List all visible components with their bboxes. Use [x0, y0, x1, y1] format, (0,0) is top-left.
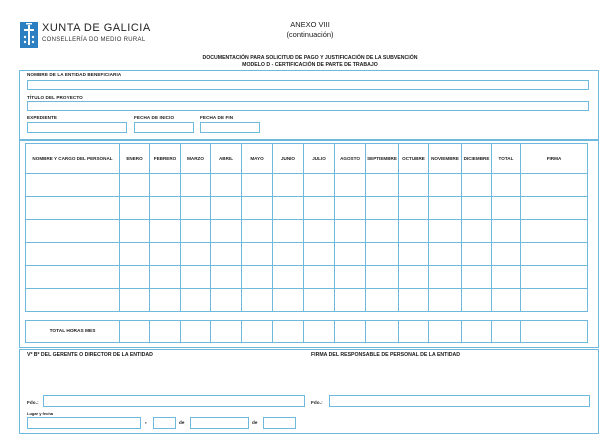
signed-label-left: Fdo.:: [27, 400, 39, 405]
project-title-field[interactable]: [27, 101, 589, 111]
table-cell[interactable]: [181, 174, 211, 197]
org-name: XUNTA DE GALICIA: [42, 22, 151, 34]
col-header-sep: SEPTIEMBRE: [366, 144, 399, 174]
table-cell[interactable]: [211, 197, 242, 220]
col-header-oct: OCTUBRE: [399, 144, 429, 174]
table-cell[interactable]: [26, 266, 120, 289]
table-cell[interactable]: [120, 197, 150, 220]
table-cell[interactable]: [26, 289, 120, 312]
table-cell[interactable]: [273, 220, 304, 243]
table-cell[interactable]: [335, 220, 366, 243]
table-cell[interactable]: [26, 220, 120, 243]
col-header-jul: JULIO: [304, 144, 335, 174]
table-cell[interactable]: [492, 220, 521, 243]
table-cell[interactable]: [399, 266, 429, 289]
document-subtitle: MODELO D - CERTIFICACIÓN DE PARTE DE TRABAJO: [242, 62, 378, 68]
total-cell[interactable]: [242, 321, 273, 343]
org-department: CONSELLERÍA DO MEDIO RURAL: [42, 37, 146, 43]
entity-name-field[interactable]: [27, 80, 589, 90]
table-cell[interactable]: [492, 289, 521, 312]
total-cell[interactable]: [462, 321, 492, 343]
table-row: [26, 197, 588, 220]
table-cell[interactable]: [273, 197, 304, 220]
col-header-jun: JUNIO: [273, 144, 304, 174]
table-cell[interactable]: [521, 197, 588, 220]
table-cell[interactable]: [429, 266, 462, 289]
table-spacer: [26, 312, 588, 321]
table-cell[interactable]: [429, 289, 462, 312]
table-cell[interactable]: [242, 174, 273, 197]
manager-signature-field[interactable]: [43, 395, 305, 407]
signed-label-right: Fdo.:: [311, 400, 323, 405]
table-cell[interactable]: [429, 220, 462, 243]
col-header-jan: ENERO: [120, 144, 150, 174]
table-cell[interactable]: [26, 197, 120, 220]
table-cell[interactable]: [211, 266, 242, 289]
place-date-comma: ,: [145, 419, 147, 425]
table-cell[interactable]: [462, 174, 492, 197]
table-header-row: [26, 144, 588, 174]
table-cell[interactable]: [462, 243, 492, 266]
staff-signature-label: FIRMA DEL RESPONSABLE DE PERSONAL DE LA ENTIDAD: [311, 352, 461, 358]
table-cell[interactable]: [150, 174, 181, 197]
annex-subtitle: (continuación): [286, 30, 334, 39]
manager-approval-label: Vº Bº DEL GERENTE O DIRECTOR DE LA ENTIDAD: [27, 352, 153, 358]
table-row: [26, 243, 588, 266]
table-cell[interactable]: [26, 174, 120, 197]
table-cell[interactable]: [273, 266, 304, 289]
table-cell[interactable]: [211, 220, 242, 243]
col-header-mar: MARZO: [181, 144, 211, 174]
table-cell[interactable]: [335, 174, 366, 197]
total-cell[interactable]: [399, 321, 429, 343]
table-cell[interactable]: [181, 289, 211, 312]
total-hours-label: TOTAL HORAS MES: [26, 321, 120, 343]
col-header-total: TOTAL: [492, 144, 521, 174]
table-cell[interactable]: [429, 174, 462, 197]
table-cell[interactable]: [211, 243, 242, 266]
total-cell[interactable]: [521, 321, 588, 343]
table-cell[interactable]: [521, 243, 588, 266]
table-cell[interactable]: [273, 243, 304, 266]
total-cell[interactable]: [211, 321, 242, 343]
table-cell[interactable]: [366, 197, 399, 220]
table-cell[interactable]: [273, 174, 304, 197]
col-header-feb: FEBRERO: [150, 144, 181, 174]
date-de-label-1: de: [179, 420, 185, 425]
table-cell[interactable]: [211, 174, 242, 197]
table-cell[interactable]: [242, 197, 273, 220]
total-cell[interactable]: [120, 321, 150, 343]
start-date-field[interactable]: [134, 122, 194, 133]
xunta-shield-icon: [20, 22, 38, 48]
total-cell[interactable]: [181, 321, 211, 343]
col-header-aug: AGOSTO: [335, 144, 366, 174]
table-cell[interactable]: [242, 266, 273, 289]
table-cell[interactable]: [304, 220, 335, 243]
table-cell[interactable]: [181, 266, 211, 289]
table-cell[interactable]: [304, 174, 335, 197]
table-cell[interactable]: [399, 289, 429, 312]
end-date-label: FECHA DE FIN: [200, 115, 234, 120]
table-cell[interactable]: [521, 266, 588, 289]
file-number-field[interactable]: [27, 122, 127, 133]
table-cell[interactable]: [462, 266, 492, 289]
table-cell[interactable]: [462, 197, 492, 220]
table-cell[interactable]: [462, 289, 492, 312]
table-cell[interactable]: [304, 197, 335, 220]
table-spacer-row: [26, 312, 588, 321]
table-cell[interactable]: [26, 243, 120, 266]
table-row: [26, 220, 588, 243]
date-de-label-2: de: [252, 420, 258, 425]
place-field[interactable]: [27, 417, 141, 429]
table-cell[interactable]: [150, 197, 181, 220]
table-cell[interactable]: [273, 289, 304, 312]
table-cell[interactable]: [181, 197, 211, 220]
day-field[interactable]: [153, 417, 176, 429]
year-field[interactable]: [263, 417, 296, 429]
table-cell[interactable]: [150, 243, 181, 266]
table-cell[interactable]: [242, 289, 273, 312]
end-date-field[interactable]: [200, 122, 260, 133]
table-cell[interactable]: [150, 266, 181, 289]
table-cell[interactable]: [120, 243, 150, 266]
table-cell[interactable]: [429, 197, 462, 220]
total-cell[interactable]: [366, 321, 399, 343]
total-cell[interactable]: [429, 321, 462, 343]
total-cell[interactable]: [335, 321, 366, 343]
total-cell[interactable]: [273, 321, 304, 343]
entity-name-label: NOMBRE DE LA ENTIDAD BENEFICIARIA: [27, 72, 122, 77]
table-cell[interactable]: [429, 243, 462, 266]
table-cell[interactable]: [120, 289, 150, 312]
col-header-may: MAYO: [242, 144, 273, 174]
table-cell[interactable]: [492, 174, 521, 197]
table-cell[interactable]: [399, 197, 429, 220]
table-cell[interactable]: [335, 289, 366, 312]
staff-signature-field[interactable]: [329, 395, 590, 407]
annex-title: ANEXO VIII: [290, 20, 330, 29]
table-cell[interactable]: [462, 220, 492, 243]
table-cell[interactable]: [242, 243, 273, 266]
table-row: [26, 174, 588, 197]
table-cell[interactable]: [181, 220, 211, 243]
table-cell[interactable]: [492, 266, 521, 289]
document-title: DOCUMENTACIÓN PARA SOLICITUD DE PAGO Y JUSTIFICACIÓN DE LA SUBVENCIÓN: [202, 55, 418, 61]
table-cell[interactable]: [399, 220, 429, 243]
table-cell[interactable]: [335, 197, 366, 220]
start-date-label: FECHA DE INICIO: [134, 115, 175, 120]
table-cell[interactable]: [211, 289, 242, 312]
table-cell[interactable]: [399, 243, 429, 266]
table-cell[interactable]: [181, 243, 211, 266]
table-cell[interactable]: [492, 243, 521, 266]
table-cell[interactable]: [304, 243, 335, 266]
col-header-signature: FIRMA: [521, 144, 588, 174]
table-cell[interactable]: [521, 289, 588, 312]
timesheet-table: [25, 143, 588, 343]
month-field[interactable]: [190, 417, 249, 429]
table-cell[interactable]: [335, 266, 366, 289]
table-cell[interactable]: [366, 243, 399, 266]
table-cell[interactable]: [242, 220, 273, 243]
table-cell[interactable]: [120, 174, 150, 197]
table-cell[interactable]: [120, 220, 150, 243]
table-row: [26, 289, 588, 312]
total-cell[interactable]: [304, 321, 335, 343]
col-header-name: NOMBRE Y CARGO DEL PERSONAL: [26, 144, 120, 174]
total-hours-row: [26, 321, 588, 343]
total-cell[interactable]: [150, 321, 181, 343]
table-cell[interactable]: [304, 289, 335, 312]
col-header-apr: ABRIL: [211, 144, 242, 174]
table-cell[interactable]: [335, 243, 366, 266]
col-header-dec: DICIEMBRE: [462, 144, 492, 174]
place-date-label: Lugar y fecha: [27, 411, 54, 416]
col-header-nov: NOVIEMBRE: [429, 144, 462, 174]
table-row: [26, 266, 588, 289]
table-cell[interactable]: [150, 220, 181, 243]
table-cell[interactable]: [521, 220, 588, 243]
table-cell[interactable]: [399, 174, 429, 197]
table-cell[interactable]: [304, 266, 335, 289]
table-cell[interactable]: [366, 220, 399, 243]
table-cell[interactable]: [521, 174, 588, 197]
table-cell[interactable]: [150, 289, 181, 312]
file-number-label: EXPEDIENTE: [27, 115, 58, 120]
table-cell[interactable]: [120, 266, 150, 289]
table-cell[interactable]: [366, 289, 399, 312]
table-cell[interactable]: [366, 266, 399, 289]
total-cell[interactable]: [492, 321, 521, 343]
project-title-label: TÍTULO DEL PROYECTO: [27, 95, 83, 100]
table-cell[interactable]: [366, 174, 399, 197]
table-cell[interactable]: [492, 197, 521, 220]
